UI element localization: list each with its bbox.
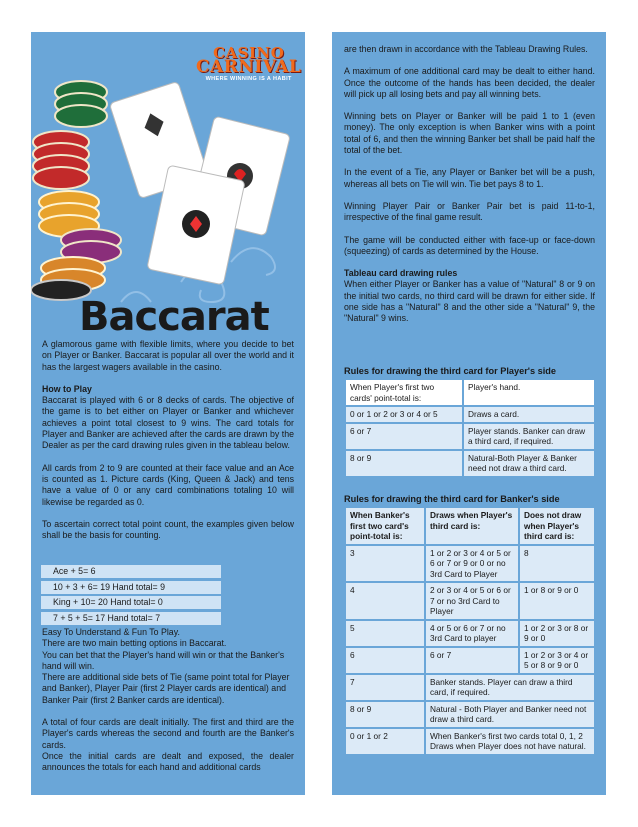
table-cell: Player stands. Banker can draw a third card, if required.: [464, 424, 594, 449]
table-row: [346, 648, 594, 673]
player-rules-title: Rules for drawing the third card for Player's side: [344, 366, 557, 376]
right-text-column: [344, 44, 595, 325]
payouts-paragraph: Winning bets on Player or Banker will be paid 1 to 1 (even money). The only exception is when Banker wins with a point total of 6, and then the winning Banker bet shall be paid half the total of the bet.: [344, 111, 595, 156]
easy-line-4: There are additional side bets of Tie (same point total for Player and Banker), Player Pair (first 2 Player cards are identical) and Banker Pair (first 2 Banker cards are identical).: [42, 672, 290, 705]
once-dealt-paragraph: Once the initial cards are dealt and exposed, the dealer announces the totals for each hand and additional cards: [42, 750, 294, 773]
table-cell: 3: [346, 546, 424, 582]
table-cell: Natural - Both Player and Banker need not draw a third card.: [426, 702, 594, 727]
player-rules-table: [344, 378, 596, 478]
table-cell: 1 or 2 or 3 or 4 or 5 or 8 or 9 or 0: [520, 648, 594, 673]
table-cell: When Player's first two cards' point-total is:: [346, 380, 462, 405]
table-cell: 1 or 2 or 3 or 4 or 5 or 6 or 7 or 9 or 0 or no 3rd Card to Player: [426, 546, 518, 582]
table-row: [346, 583, 594, 619]
left-text-column-2: [42, 627, 294, 774]
table-cell: Player's hand.: [464, 380, 594, 405]
table-row: [346, 546, 594, 582]
intro-paragraph: A glamorous game with flexible limits, where you decide to bet on Player or Banker. Baccarat is popular all over the world and it has the largest wagers available in the casino.: [42, 339, 294, 372]
banker-rules-table: [344, 506, 596, 756]
faceup-paragraph: The game will be conducted either with face-up or face-down (squeezing) of cards as determined by the House.: [344, 234, 595, 256]
tie-paragraph: In the event of a Tie, any Player or Banker bet will be a push, whereas all bets on Tie will win. Tie bet pays 8 to 1.: [344, 167, 595, 189]
table-cell: 5: [346, 621, 424, 646]
pairs-paragraph: Winning Player Pair or Banker Pair bet is paid 11-to-1, irrespective of the final game result.: [344, 200, 595, 223]
table-cell: 8 or 9: [346, 702, 424, 727]
examples-list: [41, 565, 221, 627]
table-row: [346, 621, 594, 646]
table-header-cell: When Banker's first two card's point-total is:: [346, 508, 424, 544]
logo-line-2: CARNIVAL: [196, 57, 302, 77]
table-cell: 4: [346, 583, 424, 619]
page-title: Baccarat: [79, 294, 269, 340]
table-row: [346, 675, 594, 700]
tableau-paragraph: When either Player or Banker has a value of "Natural" 8 or 9 on the initial two cards, no third card will be drawn for either side. If one side has a "Natural" 8 and the other side a "Natural" 9, the "Natural" 9 wins.: [344, 279, 595, 324]
example-row: 10 + 3 + 6= 19 Hand total= 9: [41, 581, 221, 594]
table-cell: 2 or 3 or 4 or 5 or 6 or 7 or no 3rd Card to Player: [426, 583, 518, 619]
continued-paragraph: are then drawn in accordance with the Tableau Drawing Rules.: [344, 44, 588, 54]
table-cell: 0 or 1 or 2: [346, 729, 424, 754]
right-panel: [332, 32, 606, 795]
logo-line-1: CASINO: [213, 44, 285, 62]
example-row: King + 10= 20 Hand total= 0: [41, 596, 221, 609]
table-cell: Draws a card.: [464, 407, 594, 422]
example-row: Ace + 5= 6: [41, 565, 221, 578]
table-header-cell: Does not draw when Player's third card is:: [520, 508, 594, 544]
easy-line-2: There are two main betting options in Baccarat.: [42, 638, 227, 649]
logo-tagline: WHERE WINNING IS A HABIT: [205, 76, 292, 82]
how-to-play-paragraph: Baccarat is played with 6 or 8 decks of cards. The objective of the game is to bet either on Player or Banker and whichever achieves a point total closest to 9 wins. The card totals for Player and Banker are achieved after the cards are drawn by the Dealer as per the card drawing rules given in the tableau below.: [42, 395, 294, 451]
easy-line-3: You can bet that the Player's hand will win or that the Banker's hand will win.: [42, 649, 285, 671]
examples-intro: To ascertain correct total point count, the examples given below shall be the basis for counting.: [42, 518, 294, 541]
casino-carnival-logo: [196, 46, 301, 82]
table-cell: Banker stands. Player can draw a third card, if required.: [426, 675, 594, 700]
table-cell: 0 or 1 or 2 or 3 or 4 or 5: [346, 407, 462, 422]
max-card-paragraph: A maximum of one additional card may be dealt to either hand. Once the outcome of the hands has been decided, the dealer will pick up all losing bets and pay all winning bets.: [344, 66, 595, 99]
table-row: [346, 424, 594, 449]
table-row: [346, 508, 594, 544]
example-row: 7 + 5 + 5= 17 Hand total= 7: [41, 612, 221, 625]
tableau-heading: Tableau card drawing rules: [344, 268, 458, 279]
table-cell: 6 or 7: [346, 424, 462, 449]
table-cell: 7: [346, 675, 424, 700]
four-cards-paragraph: A total of four cards are dealt initially. The first and third are the Player's cards whereas the second and fourth are the Banker's cards.: [42, 717, 294, 750]
banker-rules-title: Rules for drawing the third card for Banker's side: [344, 494, 560, 504]
left-panel: [31, 32, 305, 795]
table-cell: 1 or 8 or 9 or 0: [520, 583, 594, 619]
chip-stacks: [31, 81, 121, 300]
table-cell: Natural-Both Player & Banker need not draw a third card.: [464, 451, 594, 476]
how-to-play-heading: How to Play: [42, 383, 92, 394]
table-cell: 6: [346, 648, 424, 673]
table-header-cell: Draws when Player's third card is:: [426, 508, 518, 544]
table-row: [346, 729, 594, 754]
table-row: [346, 702, 594, 727]
table-cell: 4 or 5 or 6 or 7 or no 3rd Card to player: [426, 621, 518, 646]
table-row: [346, 380, 594, 405]
table-row: [346, 407, 594, 422]
table-cell: 1 or 2 or 3 or 8 or 9 or 0: [520, 621, 594, 646]
table-cell: 6 or 7: [426, 648, 518, 673]
table-cell: 8: [520, 546, 594, 582]
table-cell: 8 or 9: [346, 451, 462, 476]
card-values-paragraph: All cards from 2 to 9 are counted at their face value and an Ace is counted as 1. Picture cards (King, Queen & Jack) and tens have a value of 0 or any card combinations totaling 10 will likewise be regarded as 0.: [42, 462, 294, 507]
easy-line-1: Easy To Understand & Fun To Play.: [42, 627, 180, 637]
table-cell: When Banker's first two cards total 0, 1, 2 Draws when Player does not have natural.: [426, 729, 594, 754]
table-row: [346, 451, 594, 476]
left-text-column: [42, 339, 294, 541]
